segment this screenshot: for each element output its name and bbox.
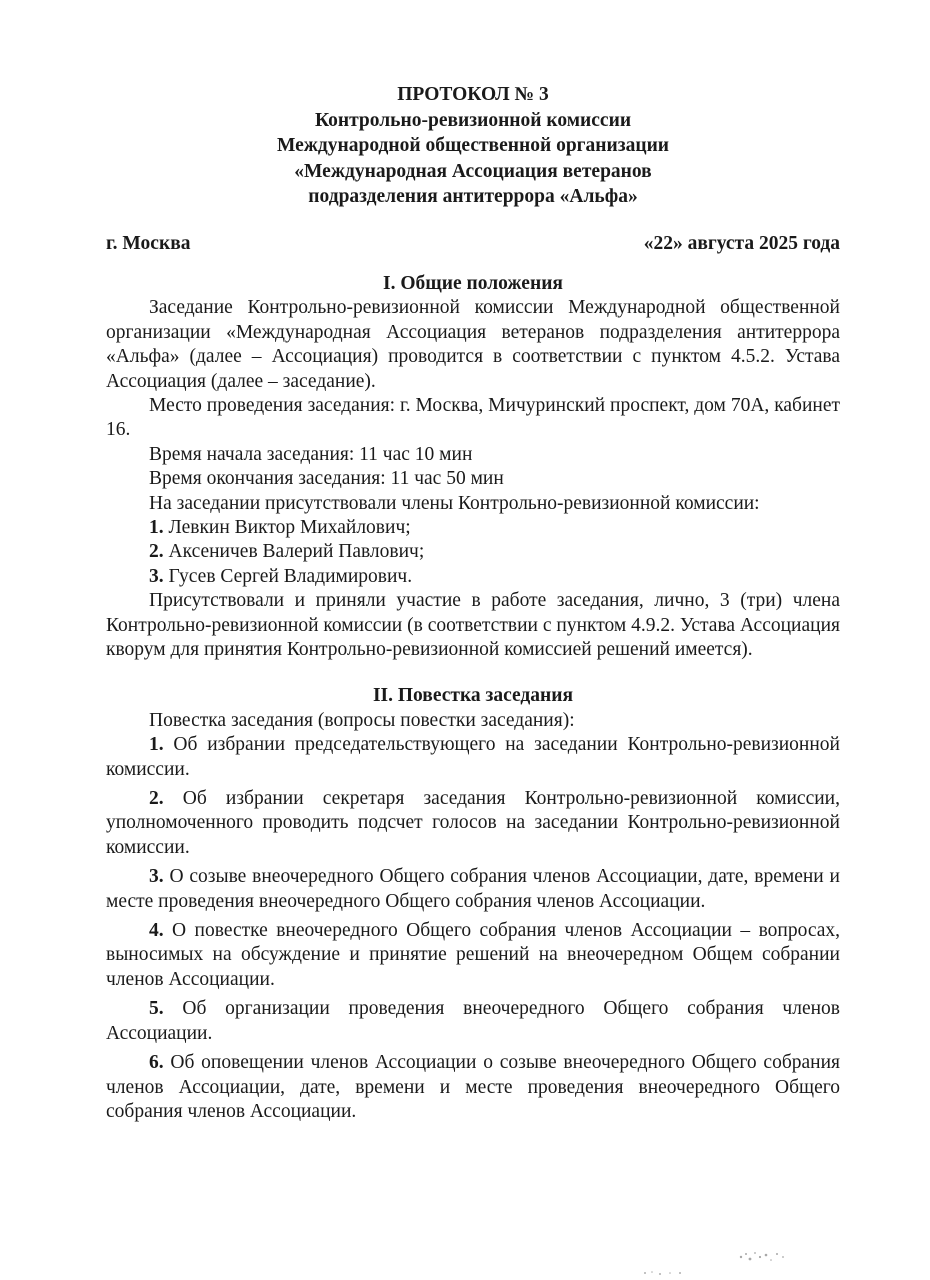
member-number: 3. (149, 565, 164, 587)
list-item (106, 516, 840, 540)
member-name: Левкин Виктор Михайлович; (163, 516, 411, 538)
agenda-text: Об организации проведения внеочередного Общего собрания членов Ассоциации. (106, 998, 840, 1044)
section-gap (106, 662, 840, 684)
place-date-row (106, 232, 840, 256)
agenda-text: Об избрании секретаря заседания Контрольно-ревизионной комиссии, уполномоченного проводить подсчет голосов на заседании Контрольно-ревизионной комиссии. (106, 788, 840, 858)
protocol-title: ПРОТОКОЛ № 3 (397, 84, 549, 105)
paragraph-attendees-intro: На заседании присутствовали члены Контрольно-ревизионной комиссии: (149, 492, 760, 514)
list-item (106, 865, 840, 914)
section-title-agenda: II. Повестка заседания (372, 685, 574, 707)
list-item (106, 787, 840, 860)
list-item (106, 733, 840, 782)
document-page (106, 82, 840, 1129)
date: «22» августа 2025 года (643, 232, 840, 254)
section-agenda (106, 684, 840, 1124)
paragraph-meeting-basis: Заседание Контрольно-ревизионной комиссии Международной общественной организации «Международная Ассоциация ветеранов подразделения антитеррора «Альфа» (далее – Ассоциация) проводится в соответствии с пунктом 4.5.2. Устава Ассоциация (далее – заседание). (106, 297, 840, 392)
list-item (106, 1051, 840, 1124)
header-line-commission: Контрольно-ревизионной комиссии (314, 109, 632, 131)
header-line-unit: подразделения антитеррора «Альфа» (308, 186, 638, 207)
agenda-text: Об избрании председательствующего на заседании Контрольно-ревизионной комиссии. (106, 734, 840, 780)
place: г. Москва (106, 232, 191, 254)
agenda-number: 5. (149, 998, 164, 1020)
agenda-text: О повестке внеочередного Общего собрания членов Ассоциации – вопросах, выносимых на обсуждение и принятие решений на внеочередном Общем собрании членов Ассоциации. (106, 920, 840, 990)
list-item (106, 919, 840, 992)
agenda-text: О созыве внеочередного Общего собрания членов Ассоциации, дате, времени и месте проведения внеочередного Общего собрания членов Ассоциации. (106, 866, 840, 912)
list-item (106, 540, 840, 564)
member-number: 2. (149, 541, 164, 563)
paragraph-start-time: Время начала заседания: 11 час 10 мин (149, 443, 473, 465)
list-item (106, 565, 840, 589)
agenda-number: 1. (149, 734, 164, 756)
list-item (106, 997, 840, 1046)
header-line-association: «Международная Ассоциация ветеранов (294, 160, 652, 182)
members-list (106, 516, 840, 589)
agenda-text: Об оповещении членов Ассоциации о созыве внеочередного Общего собрания членов Ассоциации, дате, времени и месте проведения внеочередного Общего собрания членов Ассоциации. (106, 1052, 840, 1122)
member-name: Аксеничев Валерий Павлович; (163, 541, 425, 563)
agenda-number: 3. (149, 866, 164, 888)
document-header (106, 82, 840, 210)
member-name: Гусев Сергей Владимирович. (163, 565, 413, 587)
paragraph-agenda-intro: Повестка заседания (вопросы повестки заседания): (149, 709, 575, 731)
agenda-number: 4. (149, 920, 164, 942)
agenda-number: 2. (149, 788, 164, 810)
member-number: 1. (149, 516, 164, 538)
paragraph-quorum: Присутствовали и приняли участие в работе заседания, лично, 3 (три) члена Контрольно-ревизионной комиссии (в соответствии с пунктом 4.9.2. Устава Ассоциация кворум для принятия Контрольно-ревизионной комиссией решений имеется). (106, 590, 840, 660)
header-line-organization: Международной общественной организации (276, 135, 670, 156)
scan-noise-mark-bottom (640, 1268, 690, 1278)
section-general (106, 272, 840, 663)
scan-noise-mark (735, 1245, 795, 1267)
paragraph-end-time: Время окончания заседания: 11 час 50 мин (149, 468, 504, 490)
agenda-number: 6. (149, 1052, 164, 1074)
section-title-general: I. Общие положения (383, 272, 563, 294)
paragraph-meeting-place: Место проведения заседания: г. Москва, Мичуринский проспект, дом 70А, кабинет 16. (106, 394, 840, 441)
